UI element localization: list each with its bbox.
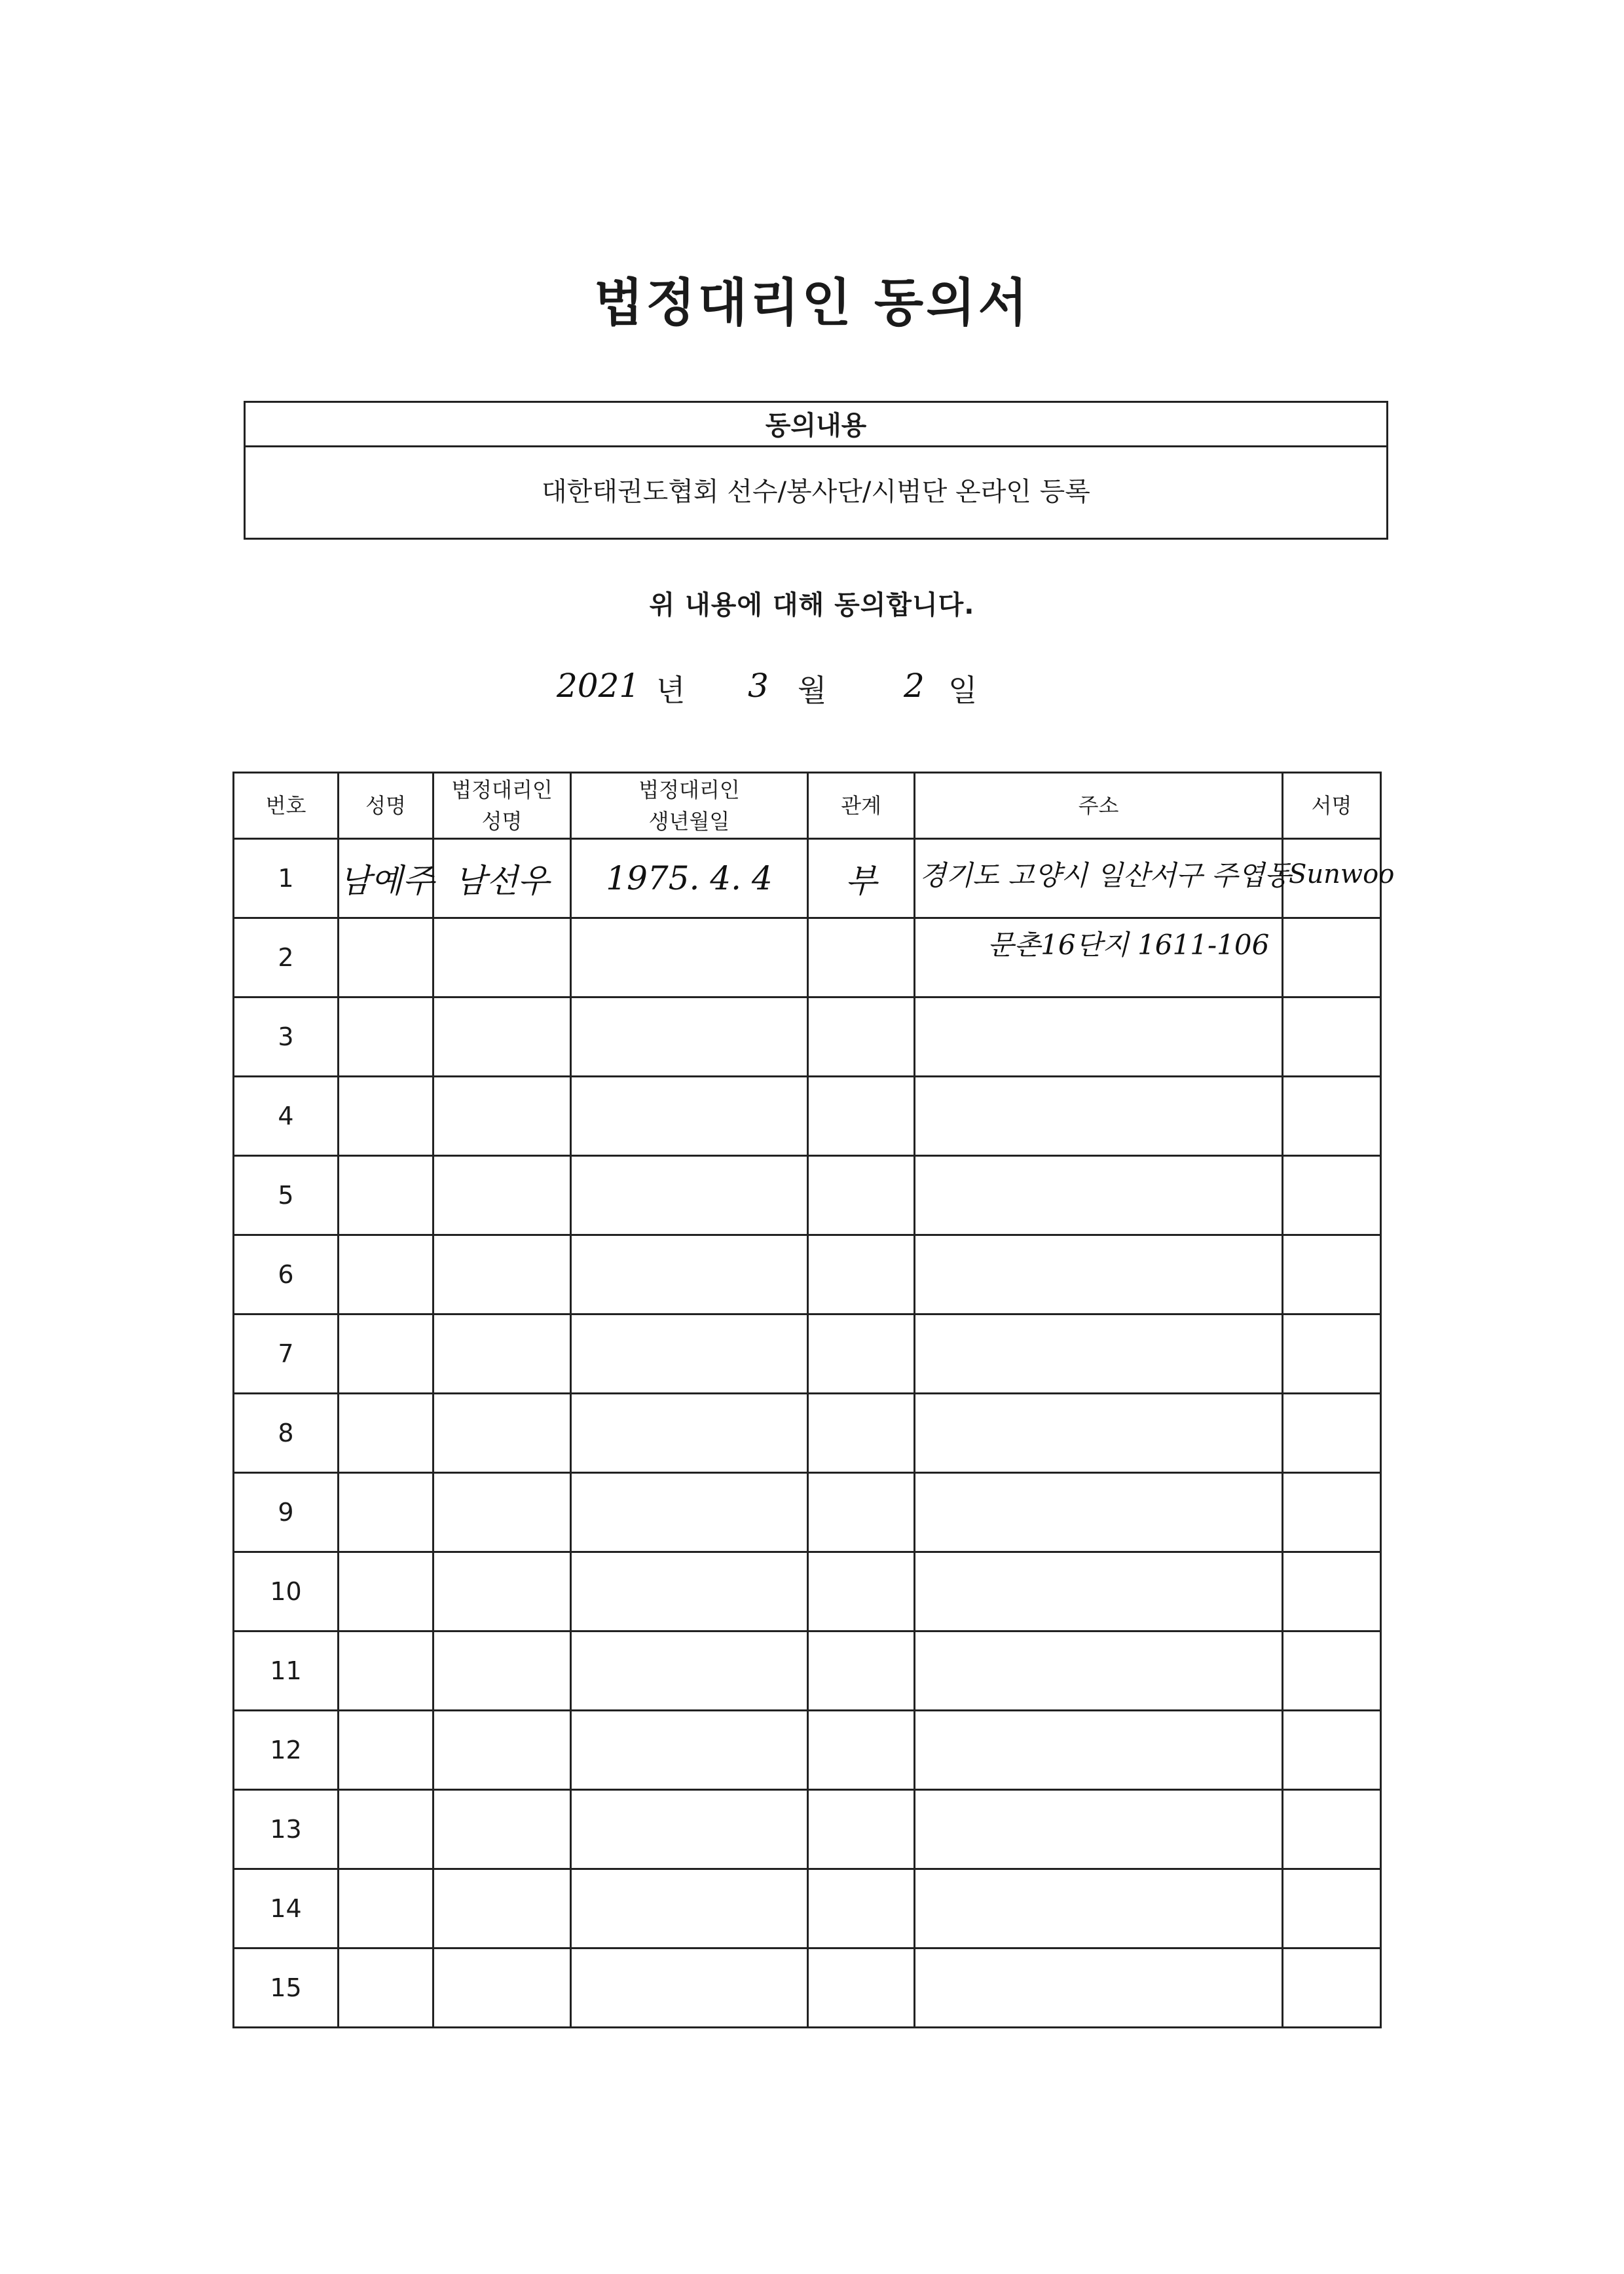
cell-guardian-name bbox=[434, 1711, 571, 1790]
cell-guardian-birth bbox=[571, 839, 808, 918]
cell-signature bbox=[1283, 1711, 1381, 1790]
cell-name bbox=[339, 1869, 434, 1948]
cell-address bbox=[915, 1869, 1283, 1948]
row-number-value: 14 bbox=[270, 1894, 302, 1923]
row-number-value: 10 bbox=[270, 1577, 302, 1606]
table-header-row bbox=[234, 773, 1381, 839]
cell-address bbox=[915, 1552, 1283, 1631]
row-number-value: 8 bbox=[278, 1419, 294, 1447]
cell-guardian-birth bbox=[571, 1314, 808, 1394]
cell-guardian-name bbox=[434, 1790, 571, 1869]
cell-relation bbox=[808, 1314, 915, 1394]
table-row bbox=[234, 1473, 1381, 1552]
cell-guardian-name bbox=[434, 1314, 571, 1394]
row-number-value: 15 bbox=[270, 1973, 302, 2002]
cell-signature bbox=[1283, 1394, 1381, 1473]
cell-signature bbox=[1283, 1156, 1381, 1235]
cell-name bbox=[339, 1473, 434, 1552]
cell-guardian-name-value: 남선우 bbox=[454, 862, 549, 900]
row-number-value: 5 bbox=[278, 1181, 294, 1210]
row-number-value: 9 bbox=[278, 1498, 294, 1527]
cell-signature bbox=[1283, 918, 1381, 997]
row-number-value: 4 bbox=[278, 1102, 294, 1130]
row-number-value: 11 bbox=[270, 1656, 302, 1685]
cell-guardian-name bbox=[434, 997, 571, 1077]
cell-guardian-name bbox=[434, 1077, 571, 1156]
row-number-value: 13 bbox=[270, 1815, 302, 1844]
cell-relation-value: 부 bbox=[845, 862, 877, 900]
cell-guardian-birth bbox=[571, 1473, 808, 1552]
cell-guardian-birth bbox=[571, 1552, 808, 1631]
cell-relation bbox=[808, 1869, 915, 1948]
cell-address bbox=[915, 1711, 1283, 1790]
consent-header: 동의내용 bbox=[246, 403, 1386, 447]
row-number bbox=[234, 1077, 339, 1156]
cell-relation bbox=[808, 1394, 915, 1473]
table-row bbox=[234, 997, 1381, 1077]
row-number bbox=[234, 1314, 339, 1394]
cell-address bbox=[915, 1790, 1283, 1869]
cell-name bbox=[339, 1790, 434, 1869]
cell-name bbox=[339, 839, 434, 918]
table-row bbox=[234, 1790, 1381, 1869]
cell-name bbox=[339, 1552, 434, 1631]
cell-relation bbox=[808, 918, 915, 997]
table-row bbox=[234, 1156, 1381, 1235]
table-row bbox=[234, 1235, 1381, 1314]
row-number bbox=[234, 1235, 339, 1314]
cell-address bbox=[915, 1077, 1283, 1156]
cell-signature bbox=[1283, 1631, 1381, 1711]
row-number bbox=[234, 1394, 339, 1473]
date-day-unit: 일 bbox=[948, 673, 978, 708]
row-number bbox=[234, 1711, 339, 1790]
cell-guardian-birth bbox=[571, 997, 808, 1077]
cell-relation bbox=[808, 1552, 915, 1631]
address-line-2: 문촌16단지 1611-106 bbox=[987, 929, 1270, 961]
cell-signature bbox=[1283, 1473, 1381, 1552]
cell-relation bbox=[808, 1711, 915, 1790]
cell-address bbox=[915, 1235, 1283, 1314]
registration-table bbox=[232, 772, 1395, 2028]
cell-guardian-name bbox=[434, 1394, 571, 1473]
cell-guardian-birth bbox=[571, 1631, 808, 1711]
cell-name bbox=[339, 997, 434, 1077]
row-number bbox=[234, 1790, 339, 1869]
row-number-value: 1 bbox=[278, 864, 294, 893]
row-number bbox=[234, 997, 339, 1077]
cell-guardian-birth bbox=[571, 1711, 808, 1790]
cell-guardian-birth bbox=[571, 1156, 808, 1235]
cell-signature bbox=[1283, 997, 1381, 1077]
cell-signature bbox=[1283, 1869, 1381, 1948]
cell-signature bbox=[1283, 1077, 1381, 1156]
header-signature: 서명 bbox=[1283, 773, 1381, 839]
row-number-value: 2 bbox=[278, 943, 294, 972]
document-title: 법정대리인 동의서 bbox=[594, 274, 1030, 333]
signature-value: Sunwoo bbox=[1289, 859, 1395, 889]
cell-address bbox=[915, 1948, 1283, 2028]
cell-relation bbox=[808, 1156, 915, 1235]
table-row bbox=[234, 1948, 1381, 2028]
table-row bbox=[234, 1394, 1381, 1473]
cell-name bbox=[339, 1156, 434, 1235]
table-row bbox=[234, 1314, 1381, 1394]
cell-relation bbox=[808, 839, 915, 918]
cell-relation bbox=[808, 1948, 915, 2028]
header-name: 성명 bbox=[339, 773, 434, 839]
date-day: 2 bbox=[904, 667, 925, 705]
cell-address bbox=[915, 1394, 1283, 1473]
header-no: 번호 bbox=[234, 773, 339, 839]
cell-signature bbox=[1283, 1790, 1381, 1869]
table-row bbox=[234, 1631, 1381, 1711]
table-row bbox=[234, 1711, 1381, 1790]
table-row bbox=[234, 839, 1381, 918]
cell-guardian-birth bbox=[571, 918, 808, 997]
row-number bbox=[234, 1552, 339, 1631]
table-row bbox=[234, 1077, 1381, 1156]
table-row bbox=[234, 918, 1381, 997]
cell-address bbox=[915, 997, 1283, 1077]
row-number-value: 7 bbox=[278, 1339, 294, 1368]
row-number bbox=[234, 1631, 339, 1711]
cell-signature bbox=[1283, 839, 1395, 918]
consent-body: 대한태권도협회 선수/봉사단/시범단 온라인 등록 bbox=[542, 477, 1090, 507]
date-month-unit: 월 bbox=[798, 673, 827, 708]
cell-guardian-birth bbox=[571, 1394, 808, 1473]
cell-guardian-birth-value: 1975. 4. 4 bbox=[606, 859, 773, 897]
cell-guardian-birth bbox=[571, 1235, 808, 1314]
header-relation: 관계 bbox=[808, 773, 915, 839]
cell-name bbox=[339, 1631, 434, 1711]
date-year-unit: 년 bbox=[656, 673, 686, 708]
cell-guardian-birth bbox=[571, 1077, 808, 1156]
cell-name bbox=[339, 1314, 434, 1394]
cell-signature bbox=[1283, 1552, 1381, 1631]
cell-name-value: 남예주 bbox=[339, 862, 434, 900]
consent-box bbox=[244, 401, 1388, 540]
row-number bbox=[234, 1869, 339, 1948]
row-number bbox=[234, 1156, 339, 1235]
cell-name bbox=[339, 918, 434, 997]
row-number bbox=[234, 918, 339, 997]
cell-relation bbox=[808, 997, 915, 1077]
cell-name bbox=[339, 1235, 434, 1314]
cell-guardian-name bbox=[434, 839, 571, 918]
row-number bbox=[234, 1473, 339, 1552]
cell-name bbox=[339, 1711, 434, 1790]
cell-address bbox=[915, 839, 1291, 961]
row-number-value: 12 bbox=[270, 1736, 302, 1764]
cell-signature bbox=[1283, 1948, 1381, 2028]
header-guardian-name: 법정대리인 성명 bbox=[434, 773, 571, 839]
cell-guardian-birth bbox=[571, 1948, 808, 2028]
cell-address bbox=[915, 918, 1283, 997]
row-number bbox=[234, 1948, 339, 2028]
cell-name bbox=[339, 1077, 434, 1156]
cell-address bbox=[915, 1156, 1283, 1235]
row-number-value: 6 bbox=[278, 1260, 294, 1289]
cell-guardian-name bbox=[434, 918, 571, 997]
cell-relation bbox=[808, 1473, 915, 1552]
cell-name bbox=[339, 1394, 434, 1473]
cell-guardian-name bbox=[434, 1631, 571, 1711]
cell-guardian-name bbox=[434, 1235, 571, 1314]
date-year: 2021 bbox=[557, 667, 640, 705]
cell-name bbox=[339, 1948, 434, 2028]
cell-address bbox=[915, 1631, 1283, 1711]
cell-address bbox=[915, 1314, 1283, 1394]
cell-signature bbox=[1283, 1235, 1381, 1314]
cell-guardian-name bbox=[434, 1156, 571, 1235]
cell-relation bbox=[808, 1077, 915, 1156]
agree-statement: 위 내용에 대해 동의합니다. bbox=[649, 590, 975, 620]
cell-address bbox=[915, 1473, 1283, 1552]
date-month: 3 bbox=[748, 667, 769, 705]
row-number-value: 3 bbox=[278, 1022, 294, 1051]
cell-guardian-birth bbox=[571, 1790, 808, 1869]
cell-relation bbox=[808, 1235, 915, 1314]
cell-relation bbox=[808, 1631, 915, 1711]
header-address: 주소 bbox=[915, 773, 1283, 839]
cell-guardian-name bbox=[434, 1473, 571, 1552]
cell-guardian-name bbox=[434, 1948, 571, 2028]
header-guardian-birth: 법정대리인 생년월일 bbox=[571, 773, 808, 839]
table-row bbox=[234, 1552, 1381, 1631]
cell-guardian-name bbox=[434, 1869, 571, 1948]
cell-guardian-name bbox=[434, 1552, 571, 1631]
address-line-1: 경기도 고양시 일산서구 주엽동 bbox=[919, 859, 1291, 891]
row-number bbox=[234, 839, 339, 918]
cell-relation bbox=[808, 1790, 915, 1869]
cell-guardian-birth bbox=[571, 1869, 808, 1948]
table-row bbox=[234, 1869, 1381, 1948]
cell-signature bbox=[1283, 1314, 1381, 1394]
